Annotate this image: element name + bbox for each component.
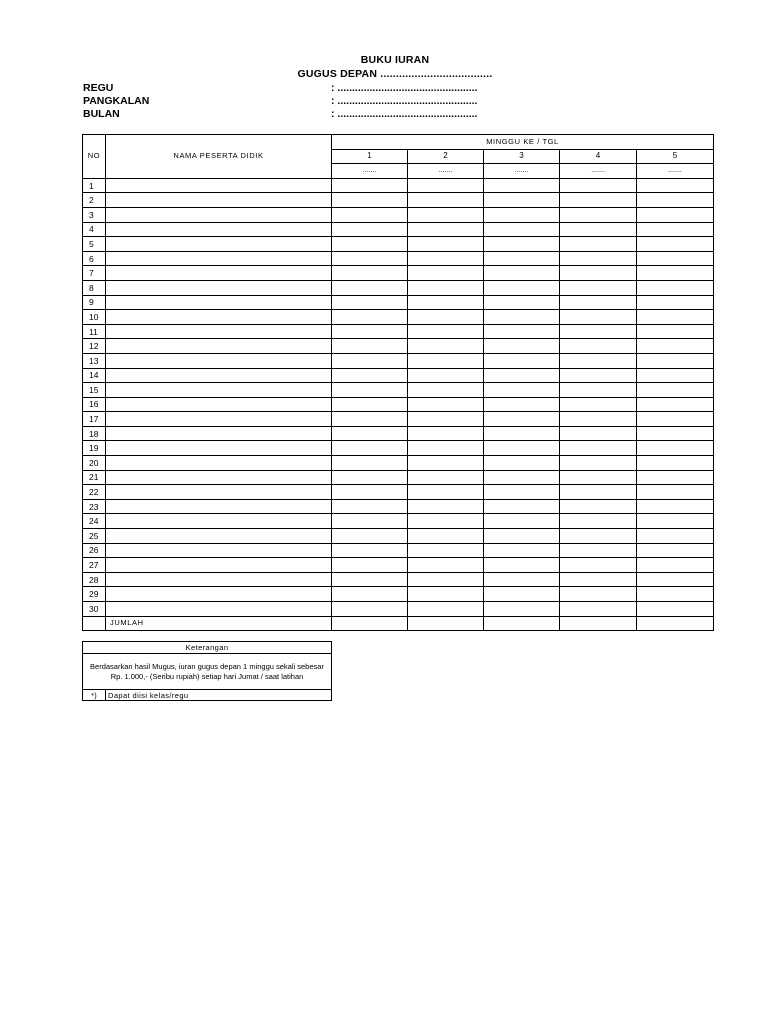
week-header-4: 4 bbox=[560, 149, 637, 164]
week-2-cell[interactable] bbox=[408, 310, 484, 325]
week-4-cell[interactable] bbox=[560, 397, 637, 412]
table-row bbox=[83, 310, 714, 325]
table-row bbox=[83, 295, 714, 310]
week-3-cell[interactable] bbox=[484, 514, 560, 529]
week-2-cell[interactable] bbox=[408, 193, 484, 208]
week-3-cell[interactable] bbox=[484, 222, 560, 237]
week-3-cell[interactable] bbox=[484, 295, 560, 310]
week-2-cell[interactable] bbox=[408, 368, 484, 383]
row-number: 9 bbox=[83, 295, 106, 310]
week-3-cell[interactable] bbox=[484, 280, 560, 295]
week-3-cell[interactable] bbox=[484, 412, 560, 427]
table-row bbox=[83, 543, 714, 558]
note-marker: *) bbox=[83, 690, 106, 701]
table-row bbox=[83, 353, 714, 368]
total-row bbox=[83, 616, 714, 631]
week-4-cell[interactable] bbox=[560, 485, 637, 500]
table-row bbox=[83, 280, 714, 295]
week-1-cell[interactable] bbox=[332, 193, 408, 208]
week-1-cell[interactable] bbox=[332, 529, 408, 544]
week-2-cell[interactable] bbox=[408, 456, 484, 471]
row-number: 7 bbox=[83, 266, 106, 281]
row-number: 10 bbox=[83, 310, 106, 325]
total-week-4-cell[interactable] bbox=[560, 616, 637, 631]
participant-name-cell[interactable] bbox=[106, 280, 332, 295]
table-row bbox=[83, 237, 714, 252]
row-number: 20 bbox=[83, 456, 106, 471]
week-3-cell[interactable] bbox=[484, 251, 560, 266]
participant-name-cell[interactable] bbox=[106, 514, 332, 529]
week-5-cell[interactable] bbox=[637, 499, 714, 514]
week-1-cell[interactable] bbox=[332, 280, 408, 295]
table-row bbox=[83, 426, 714, 441]
field-bulan-label: BULAN bbox=[83, 108, 120, 120]
week-4-cell[interactable] bbox=[560, 222, 637, 237]
week-1-cell[interactable] bbox=[332, 266, 408, 281]
week-4-cell[interactable] bbox=[560, 237, 637, 252]
week-1-cell[interactable] bbox=[332, 485, 408, 500]
week-3-cell[interactable] bbox=[484, 543, 560, 558]
note-heading: Keterangan bbox=[83, 642, 332, 654]
column-header-no: NO bbox=[83, 135, 106, 179]
table-row bbox=[83, 572, 714, 587]
week-date-4: ....... bbox=[560, 164, 637, 179]
week-3-cell[interactable] bbox=[484, 353, 560, 368]
table-row bbox=[83, 266, 714, 281]
week-1-cell[interactable] bbox=[332, 251, 408, 266]
table-row bbox=[83, 251, 714, 266]
participant-name-cell[interactable] bbox=[106, 368, 332, 383]
row-number: 4 bbox=[83, 222, 106, 237]
week-1-cell[interactable] bbox=[332, 470, 408, 485]
table-row bbox=[83, 441, 714, 456]
field-pangkalan-value: : ................................................ bbox=[331, 95, 478, 107]
table-row bbox=[83, 602, 714, 617]
week-4-cell[interactable] bbox=[560, 426, 637, 441]
table-row bbox=[83, 193, 714, 208]
week-4-cell[interactable] bbox=[560, 280, 637, 295]
row-number: 3 bbox=[83, 207, 106, 222]
week-5-cell[interactable] bbox=[637, 470, 714, 485]
week-5-cell[interactable] bbox=[637, 368, 714, 383]
column-header-week-group: MINGGU KE / TGL bbox=[332, 135, 714, 150]
total-label: JUMLAH bbox=[106, 616, 332, 631]
participant-name-cell[interactable] bbox=[106, 222, 332, 237]
week-2-cell[interactable] bbox=[408, 339, 484, 354]
row-number: 2 bbox=[83, 193, 106, 208]
week-1-cell[interactable] bbox=[332, 572, 408, 587]
note-box bbox=[82, 641, 332, 701]
row-number: 26 bbox=[83, 543, 106, 558]
table-row bbox=[83, 324, 714, 339]
week-5-cell[interactable] bbox=[637, 529, 714, 544]
week-5-cell[interactable] bbox=[637, 310, 714, 325]
week-1-cell[interactable] bbox=[332, 602, 408, 617]
table-row bbox=[83, 499, 714, 514]
week-1-cell[interactable] bbox=[332, 558, 408, 573]
document-title: BUKU IURAN bbox=[360, 54, 430, 66]
row-number: 1 bbox=[83, 178, 106, 193]
field-regu-label: REGU bbox=[83, 82, 114, 94]
week-4-cell[interactable] bbox=[560, 310, 637, 325]
week-1-cell[interactable] bbox=[332, 441, 408, 456]
table-row bbox=[83, 514, 714, 529]
row-number: 12 bbox=[83, 339, 106, 354]
note-body: Berdasarkan hasil Mugus, iuran gugus depan 1 minggu sekali sebesar Rp. 1.000,- (Seribu rupiah) setiap hari Jumat / saat latihan bbox=[83, 654, 332, 690]
week-5-cell[interactable] bbox=[637, 207, 714, 222]
week-4-cell[interactable] bbox=[560, 193, 637, 208]
week-3-cell[interactable] bbox=[484, 485, 560, 500]
row-number: 21 bbox=[83, 470, 106, 485]
participant-name-cell[interactable] bbox=[106, 543, 332, 558]
week-2-cell[interactable] bbox=[408, 295, 484, 310]
week-1-cell[interactable] bbox=[332, 324, 408, 339]
week-5-cell[interactable] bbox=[637, 485, 714, 500]
week-4-cell[interactable] bbox=[560, 587, 637, 602]
week-4-cell[interactable] bbox=[560, 266, 637, 281]
participant-name-cell[interactable] bbox=[106, 237, 332, 252]
week-2-cell[interactable] bbox=[408, 237, 484, 252]
participant-name-cell[interactable] bbox=[106, 587, 332, 602]
week-4-cell[interactable] bbox=[560, 368, 637, 383]
week-1-cell[interactable] bbox=[332, 368, 408, 383]
week-5-cell[interactable] bbox=[637, 266, 714, 281]
week-3-cell[interactable] bbox=[484, 207, 560, 222]
week-3-cell[interactable] bbox=[484, 193, 560, 208]
week-2-cell[interactable] bbox=[408, 353, 484, 368]
week-4-cell[interactable] bbox=[560, 499, 637, 514]
column-header-name: NAMA PESERTA DIDIK bbox=[106, 135, 332, 179]
week-2-cell[interactable] bbox=[408, 383, 484, 398]
participant-name-cell[interactable] bbox=[106, 178, 332, 193]
participant-name-cell[interactable] bbox=[106, 529, 332, 544]
week-5-cell[interactable] bbox=[637, 441, 714, 456]
week-2-cell[interactable] bbox=[408, 499, 484, 514]
participant-name-cell[interactable] bbox=[106, 441, 332, 456]
week-3-cell[interactable] bbox=[484, 426, 560, 441]
week-4-cell[interactable] bbox=[560, 558, 637, 573]
week-5-cell[interactable] bbox=[637, 426, 714, 441]
week-3-cell[interactable] bbox=[484, 558, 560, 573]
week-1-cell[interactable] bbox=[332, 353, 408, 368]
participant-name-cell[interactable] bbox=[106, 602, 332, 617]
week-3-cell[interactable] bbox=[484, 339, 560, 354]
week-2-cell[interactable] bbox=[408, 266, 484, 281]
participant-name-cell[interactable] bbox=[106, 251, 332, 266]
week-4-cell[interactable] bbox=[560, 207, 637, 222]
participant-name-cell[interactable] bbox=[106, 295, 332, 310]
participant-name-cell[interactable] bbox=[106, 324, 332, 339]
week-3-cell[interactable] bbox=[484, 441, 560, 456]
week-4-cell[interactable] bbox=[560, 383, 637, 398]
week-1-cell[interactable] bbox=[332, 295, 408, 310]
field-bulan-value: : ................................................ bbox=[331, 108, 478, 120]
week-5-cell[interactable] bbox=[637, 572, 714, 587]
participant-name-cell[interactable] bbox=[106, 207, 332, 222]
week-date-5: ....... bbox=[637, 164, 714, 179]
week-2-cell[interactable] bbox=[408, 324, 484, 339]
week-4-cell[interactable] bbox=[560, 412, 637, 427]
week-header-5: 5 bbox=[637, 149, 714, 164]
week-2-cell[interactable] bbox=[408, 426, 484, 441]
week-1-cell[interactable] bbox=[332, 499, 408, 514]
week-4-cell[interactable] bbox=[560, 339, 637, 354]
row-number: 28 bbox=[83, 572, 106, 587]
week-4-cell[interactable] bbox=[560, 456, 637, 471]
week-3-cell[interactable] bbox=[484, 368, 560, 383]
week-4-cell[interactable] bbox=[560, 602, 637, 617]
participant-name-cell[interactable] bbox=[106, 397, 332, 412]
table-row bbox=[83, 529, 714, 544]
week-4-cell[interactable] bbox=[560, 441, 637, 456]
week-3-cell[interactable] bbox=[484, 456, 560, 471]
week-2-cell[interactable] bbox=[408, 397, 484, 412]
week-5-cell[interactable] bbox=[637, 397, 714, 412]
week-3-cell[interactable] bbox=[484, 529, 560, 544]
row-number: 14 bbox=[83, 368, 106, 383]
week-2-cell[interactable] bbox=[408, 602, 484, 617]
table-row bbox=[83, 383, 714, 398]
participant-name-cell[interactable] bbox=[106, 485, 332, 500]
week-2-cell[interactable] bbox=[408, 558, 484, 573]
week-2-cell[interactable] bbox=[408, 529, 484, 544]
week-3-cell[interactable] bbox=[484, 324, 560, 339]
table-row bbox=[83, 397, 714, 412]
participant-name-cell[interactable] bbox=[106, 426, 332, 441]
week-5-cell[interactable] bbox=[637, 339, 714, 354]
week-4-cell[interactable] bbox=[560, 324, 637, 339]
week-5-cell[interactable] bbox=[637, 456, 714, 471]
week-2-cell[interactable] bbox=[408, 412, 484, 427]
week-4-cell[interactable] bbox=[560, 529, 637, 544]
week-2-cell[interactable] bbox=[408, 572, 484, 587]
week-2-cell[interactable] bbox=[408, 207, 484, 222]
week-1-cell[interactable] bbox=[332, 456, 408, 471]
table-row bbox=[83, 368, 714, 383]
week-5-cell[interactable] bbox=[637, 383, 714, 398]
participant-name-cell[interactable] bbox=[106, 572, 332, 587]
week-3-cell[interactable] bbox=[484, 310, 560, 325]
week-3-cell[interactable] bbox=[484, 470, 560, 485]
week-3-cell[interactable] bbox=[484, 178, 560, 193]
participant-name-cell[interactable] bbox=[106, 310, 332, 325]
row-number: 16 bbox=[83, 397, 106, 412]
week-2-cell[interactable] bbox=[408, 280, 484, 295]
week-4-cell[interactable] bbox=[560, 543, 637, 558]
row-number: 24 bbox=[83, 514, 106, 529]
field-regu-value: : ................................................ bbox=[331, 82, 478, 94]
week-5-cell[interactable] bbox=[637, 412, 714, 427]
week-1-cell[interactable] bbox=[332, 587, 408, 602]
dues-table bbox=[82, 134, 714, 631]
row-number: 6 bbox=[83, 251, 106, 266]
week-5-cell[interactable] bbox=[637, 602, 714, 617]
row-number: 25 bbox=[83, 529, 106, 544]
table-row bbox=[83, 222, 714, 237]
participant-name-cell[interactable] bbox=[106, 193, 332, 208]
week-1-cell[interactable] bbox=[332, 237, 408, 252]
week-2-cell[interactable] bbox=[408, 470, 484, 485]
week-1-cell[interactable] bbox=[332, 426, 408, 441]
week-4-cell[interactable] bbox=[560, 295, 637, 310]
participant-name-cell[interactable] bbox=[106, 266, 332, 281]
field-pangkalan-label: PANGKALAN bbox=[83, 95, 150, 107]
week-date-3: ....... bbox=[484, 164, 560, 179]
week-1-cell[interactable] bbox=[332, 339, 408, 354]
week-1-cell[interactable] bbox=[332, 514, 408, 529]
table-row bbox=[83, 339, 714, 354]
table-row bbox=[83, 587, 714, 602]
row-number: 30 bbox=[83, 602, 106, 617]
table-row bbox=[83, 178, 714, 193]
participant-name-cell[interactable] bbox=[106, 456, 332, 471]
table-row bbox=[83, 412, 714, 427]
row-number: 5 bbox=[83, 237, 106, 252]
participant-name-cell[interactable] bbox=[106, 353, 332, 368]
table-row bbox=[83, 456, 714, 471]
week-2-cell[interactable] bbox=[408, 587, 484, 602]
participant-name-cell[interactable] bbox=[106, 558, 332, 573]
week-2-cell[interactable] bbox=[408, 514, 484, 529]
week-1-cell[interactable] bbox=[332, 543, 408, 558]
week-date-2: ....... bbox=[408, 164, 484, 179]
week-2-cell[interactable] bbox=[408, 485, 484, 500]
row-number: 13 bbox=[83, 353, 106, 368]
row-number: 19 bbox=[83, 441, 106, 456]
week-2-cell[interactable] bbox=[408, 251, 484, 266]
week-4-cell[interactable] bbox=[560, 514, 637, 529]
week-1-cell[interactable] bbox=[332, 207, 408, 222]
week-4-cell[interactable] bbox=[560, 178, 637, 193]
week-2-cell[interactable] bbox=[408, 178, 484, 193]
week-4-cell[interactable] bbox=[560, 353, 637, 368]
row-number: 27 bbox=[83, 558, 106, 573]
week-header-3: 3 bbox=[484, 149, 560, 164]
total-week-1-cell[interactable] bbox=[332, 616, 408, 631]
row-number: 29 bbox=[83, 587, 106, 602]
row-number: 17 bbox=[83, 412, 106, 427]
week-3-cell[interactable] bbox=[484, 237, 560, 252]
participant-name-cell[interactable] bbox=[106, 412, 332, 427]
row-number: 23 bbox=[83, 499, 106, 514]
week-5-cell[interactable] bbox=[637, 587, 714, 602]
week-5-cell[interactable] bbox=[637, 543, 714, 558]
week-2-cell[interactable] bbox=[408, 222, 484, 237]
table-row bbox=[83, 485, 714, 500]
week-2-cell[interactable] bbox=[408, 543, 484, 558]
participant-name-cell[interactable] bbox=[106, 339, 332, 354]
week-5-cell[interactable] bbox=[637, 514, 714, 529]
total-week-3-cell[interactable] bbox=[484, 616, 560, 631]
week-5-cell[interactable] bbox=[637, 251, 714, 266]
week-1-cell[interactable] bbox=[332, 222, 408, 237]
week-5-cell[interactable] bbox=[637, 295, 714, 310]
week-3-cell[interactable] bbox=[484, 572, 560, 587]
week-5-cell[interactable] bbox=[637, 324, 714, 339]
week-1-cell[interactable] bbox=[332, 178, 408, 193]
week-3-cell[interactable] bbox=[484, 602, 560, 617]
week-4-cell[interactable] bbox=[560, 470, 637, 485]
table-row bbox=[83, 470, 714, 485]
week-5-cell[interactable] bbox=[637, 558, 714, 573]
week-4-cell[interactable] bbox=[560, 572, 637, 587]
week-3-cell[interactable] bbox=[484, 587, 560, 602]
row-number: 8 bbox=[83, 280, 106, 295]
week-5-cell[interactable] bbox=[637, 237, 714, 252]
week-3-cell[interactable] bbox=[484, 383, 560, 398]
week-5-cell[interactable] bbox=[637, 193, 714, 208]
participant-name-cell[interactable] bbox=[106, 499, 332, 514]
participant-name-cell[interactable] bbox=[106, 470, 332, 485]
participant-name-cell[interactable] bbox=[106, 383, 332, 398]
row-number: 15 bbox=[83, 383, 106, 398]
document-subtitle: GUGUS DEPAN .................................... bbox=[297, 68, 493, 80]
week-2-cell[interactable] bbox=[408, 441, 484, 456]
table-row bbox=[83, 558, 714, 573]
week-5-cell[interactable] bbox=[637, 353, 714, 368]
week-1-cell[interactable] bbox=[332, 310, 408, 325]
week-header-2: 2 bbox=[408, 149, 484, 164]
week-5-cell[interactable] bbox=[637, 222, 714, 237]
week-5-cell[interactable] bbox=[637, 280, 714, 295]
week-5-cell[interactable] bbox=[637, 178, 714, 193]
week-3-cell[interactable] bbox=[484, 397, 560, 412]
week-3-cell[interactable] bbox=[484, 266, 560, 281]
row-number: 11 bbox=[83, 324, 106, 339]
total-row-number-cell bbox=[83, 616, 106, 631]
total-week-5-cell[interactable] bbox=[637, 616, 714, 631]
row-number: 22 bbox=[83, 485, 106, 500]
week-header-1: 1 bbox=[332, 149, 408, 164]
week-3-cell[interactable] bbox=[484, 499, 560, 514]
week-1-cell[interactable] bbox=[332, 412, 408, 427]
week-date-1: ....... bbox=[332, 164, 408, 179]
week-1-cell[interactable] bbox=[332, 397, 408, 412]
week-4-cell[interactable] bbox=[560, 251, 637, 266]
row-number: 18 bbox=[83, 426, 106, 441]
week-1-cell[interactable] bbox=[332, 383, 408, 398]
note-footnote: Dapat diisi kelas/regu bbox=[106, 690, 332, 701]
table-row bbox=[83, 207, 714, 222]
total-week-2-cell[interactable] bbox=[408, 616, 484, 631]
